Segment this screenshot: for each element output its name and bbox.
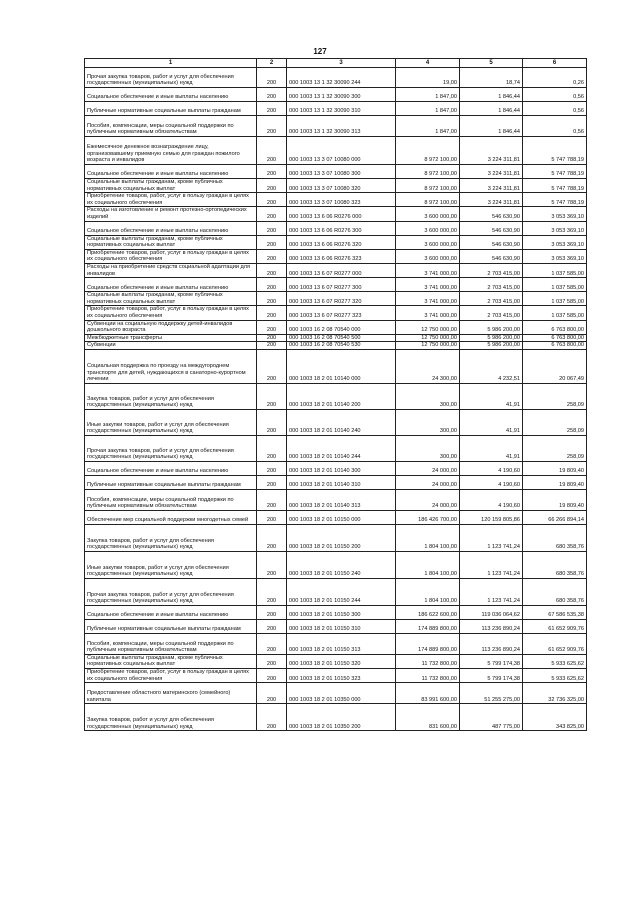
row-approved-amount: 8 972 100,00 [396, 193, 460, 207]
row-approved-amount: 186 426 700,00 [396, 510, 460, 524]
row-executed-amount: 487 775,00 [460, 704, 523, 731]
row-approved-amount: 300,00 [396, 409, 460, 435]
row-remainder-amount: 5 747 788,19 [523, 165, 587, 179]
row-target-code: 000 1003 18 2 01 10150 200 [287, 524, 396, 551]
row-executed-amount: 5 986 200,00 [460, 320, 523, 334]
row-target-code: 000 1003 13 1 32 30090 313 [287, 116, 396, 137]
row-name: Социальные выплаты гражданам, кроме публичных нормативных социальных выплат [85, 179, 257, 193]
row-code: 200 [257, 489, 287, 510]
row-name: Ежемесячное денежное вознаграждение лицу, организовавшему приемную семью для граждан пожилого возраста и инвалидов [85, 137, 257, 165]
row-code: 200 [257, 383, 287, 409]
row-approved-amount: 83 991 600,00 [396, 683, 460, 704]
row-executed-amount: 119 036 064,62 [460, 605, 523, 619]
table-row [85, 292, 587, 306]
row-name: Социальное обеспечение и иные выплаты населению [85, 88, 257, 102]
page-number: 127 [313, 47, 327, 56]
row-name: Закупка товаров, работ и услуг для обеспечения государственных (муниципальных) нужд [85, 524, 257, 551]
row-approved-amount: 19,00 [396, 68, 460, 88]
row-target-code: 000 1003 18 2 01 10150 320 [287, 654, 396, 668]
row-name: Иные закупки товаров, работ и услуг для обеспечения государственных (муниципальных) нужд [85, 409, 257, 435]
row-executed-amount: 1 123 741,24 [460, 524, 523, 551]
row-target-code: 000 1003 18 2 01 10140 300 [287, 461, 396, 475]
row-remainder-amount: 680 358,76 [523, 551, 587, 578]
row-target-code: 000 1003 18 2 01 10140 000 [287, 349, 396, 383]
row-executed-amount: 113 236 890,24 [460, 633, 523, 654]
row-approved-amount: 8 972 100,00 [396, 165, 460, 179]
row-name: Социальные выплаты гражданам, кроме публичных нормативных социальных выплат [85, 235, 257, 249]
row-executed-amount: 2 703 415,00 [460, 278, 523, 292]
row-executed-amount: 2 703 415,00 [460, 292, 523, 306]
column-header: 1 [85, 59, 257, 68]
row-executed-amount: 5 986 200,00 [460, 342, 523, 350]
row-target-code: 000 1003 18 2 01 10150 300 [287, 605, 396, 619]
row-approved-amount: 174 889 800,00 [396, 619, 460, 633]
row-name: Публичные нормативные социальные выплаты гражданам [85, 619, 257, 633]
row-target-code: 000 1003 18 2 01 10150 244 [287, 578, 396, 605]
row-remainder-amount: 20 067,49 [523, 349, 587, 383]
row-executed-amount: 5 799 174,38 [460, 654, 523, 668]
table-row [85, 633, 587, 654]
row-executed-amount: 1 846,44 [460, 102, 523, 116]
row-name: Социальные выплаты гражданам, кроме публичных нормативных социальных выплат [85, 654, 257, 668]
row-remainder-amount: 1 037 585,00 [523, 278, 587, 292]
row-target-code: 000 1003 18 2 01 10150 313 [287, 633, 396, 654]
column-header: 4 [396, 59, 460, 68]
row-approved-amount: 24 000,00 [396, 475, 460, 489]
table-row [85, 669, 587, 683]
row-remainder-amount: 5 747 788,19 [523, 137, 587, 165]
row-approved-amount: 300,00 [396, 383, 460, 409]
row-approved-amount: 8 972 100,00 [396, 179, 460, 193]
row-approved-amount: 3 600 000,00 [396, 207, 460, 221]
row-approved-amount: 3 600 000,00 [396, 249, 460, 263]
row-target-code: 000 1003 18 2 01 10150 323 [287, 669, 396, 683]
row-remainder-amount: 61 652 909,76 [523, 619, 587, 633]
column-number-row [85, 59, 587, 68]
row-name: Социальное обеспечение и иные выплаты населению [85, 605, 257, 619]
table-row [85, 435, 587, 461]
table-row [85, 349, 587, 383]
table-row [85, 654, 587, 668]
row-name: Публичные нормативные социальные выплаты гражданам [85, 102, 257, 116]
row-code: 200 [257, 102, 287, 116]
row-executed-amount: 3 224 311,81 [460, 179, 523, 193]
row-remainder-amount: 343 825,00 [523, 704, 587, 731]
row-target-code: 000 1003 13 6 06 R0276 300 [287, 221, 396, 235]
row-executed-amount: 2 703 415,00 [460, 263, 523, 277]
table-row [85, 342, 587, 350]
row-executed-amount: 113 236 890,24 [460, 619, 523, 633]
row-target-code: 000 1003 18 2 01 10150 000 [287, 510, 396, 524]
row-approved-amount: 1 847,00 [396, 102, 460, 116]
row-code: 200 [257, 165, 287, 179]
row-name: Социальные выплаты гражданам, кроме публичных нормативных социальных выплат [85, 292, 257, 306]
row-name: Социальное обеспечение и иные выплаты населению [85, 165, 257, 179]
row-executed-amount: 41,91 [460, 435, 523, 461]
row-approved-amount: 174 889 800,00 [396, 633, 460, 654]
row-target-code: 000 1003 13 1 32 30090 300 [287, 88, 396, 102]
row-name: Пособия, компенсации, меры социальной поддержки по публичным нормативным обязательствам [85, 633, 257, 654]
row-name: Публичные нормативные социальные выплаты гражданам [85, 475, 257, 489]
row-name: Расходы на изготовление и ремонт протезно-ортопедических изделий [85, 207, 257, 221]
row-executed-amount: 3 224 311,81 [460, 137, 523, 165]
row-remainder-amount: 6 763 800,00 [523, 320, 587, 334]
row-code: 200 [257, 263, 287, 277]
row-approved-amount: 3 741 000,00 [396, 292, 460, 306]
row-executed-amount: 41,91 [460, 383, 523, 409]
row-target-code: 000 1003 18 2 01 10140 200 [287, 383, 396, 409]
row-code: 200 [257, 409, 287, 435]
row-code: 200 [257, 349, 287, 383]
row-remainder-amount: 3 053 369,10 [523, 235, 587, 249]
table-row [85, 409, 587, 435]
row-target-code: 000 1003 18 2 01 10140 313 [287, 489, 396, 510]
row-approved-amount: 12 750 000,00 [396, 320, 460, 334]
row-remainder-amount: 5 747 788,19 [523, 193, 587, 207]
row-remainder-amount: 5 747 788,19 [523, 179, 587, 193]
row-target-code: 000 1003 13 6 07 R0277 000 [287, 263, 396, 277]
row-name: Иные закупки товаров, работ и услуг для обеспечения государственных (муниципальных) нужд [85, 551, 257, 578]
table-body [85, 68, 587, 731]
row-target-code: 000 1003 13 6 06 R0276 000 [287, 207, 396, 221]
table-row [85, 306, 587, 320]
row-target-code: 000 1003 13 6 06 R0276 320 [287, 235, 396, 249]
row-approved-amount: 8 972 100,00 [396, 137, 460, 165]
table-row [85, 334, 587, 342]
table-row [85, 207, 587, 221]
row-remainder-amount: 3 053 369,10 [523, 249, 587, 263]
row-approved-amount: 12 750 000,00 [396, 342, 460, 350]
row-code: 200 [257, 137, 287, 165]
row-remainder-amount: 258,09 [523, 383, 587, 409]
row-code: 200 [257, 334, 287, 342]
table-row [85, 578, 587, 605]
row-name: Закупка товаров, работ и услуг для обеспечения государственных (муниципальных) нужд [85, 383, 257, 409]
row-executed-amount: 1 846,44 [460, 116, 523, 137]
row-remainder-amount: 258,09 [523, 409, 587, 435]
table-row [85, 235, 587, 249]
row-remainder-amount: 680 358,76 [523, 524, 587, 551]
row-target-code: 000 1003 13 1 32 30090 310 [287, 102, 396, 116]
row-executed-amount: 5 986 200,00 [460, 334, 523, 342]
row-name: Социальное обеспечение и иные выплаты населению [85, 461, 257, 475]
row-code: 200 [257, 605, 287, 619]
row-name: Закупка товаров, работ и услуг для обеспечения государственных (муниципальных) нужд [85, 704, 257, 731]
row-target-code: 000 1003 13 1 32 30090 244 [287, 68, 396, 88]
row-remainder-amount: 67 586 535,38 [523, 605, 587, 619]
row-approved-amount: 24 000,00 [396, 461, 460, 475]
row-target-code: 000 1003 18 2 01 10140 244 [287, 435, 396, 461]
row-name: Субвенции на социальную поддержку детей-инвалидов дошкольного возраста [85, 320, 257, 334]
row-remainder-amount: 0,56 [523, 116, 587, 137]
row-code: 200 [257, 306, 287, 320]
row-code: 200 [257, 551, 287, 578]
row-approved-amount: 3 741 000,00 [396, 306, 460, 320]
row-remainder-amount: 1 037 585,00 [523, 306, 587, 320]
row-target-code: 000 1003 18 2 01 10140 240 [287, 409, 396, 435]
table-row [85, 683, 587, 704]
row-target-code: 000 1003 18 2 01 10140 310 [287, 475, 396, 489]
row-remainder-amount: 3 053 369,10 [523, 221, 587, 235]
row-name: Социальное обеспечение и иные выплаты населению [85, 278, 257, 292]
row-name: Субвенции [85, 342, 257, 350]
row-approved-amount: 24 000,00 [396, 489, 460, 510]
row-code: 200 [257, 221, 287, 235]
row-executed-amount: 4 190,60 [460, 475, 523, 489]
row-approved-amount: 1 847,00 [396, 116, 460, 137]
row-remainder-amount: 32 736 325,00 [523, 683, 587, 704]
table-row [85, 489, 587, 510]
row-remainder-amount: 5 933 625,62 [523, 669, 587, 683]
table-row [85, 320, 587, 334]
row-name: Приобретение товаров, работ, услуг в пользу граждан в целях их социального обеспечения [85, 249, 257, 263]
row-code: 200 [257, 342, 287, 350]
row-target-code: 000 1003 16 2 08 70540 500 [287, 334, 396, 342]
column-header: 2 [257, 59, 287, 68]
row-name: Прочая закупка товаров, работ и услуг для обеспечения государственных (муниципальных) нужд [85, 435, 257, 461]
row-remainder-amount: 3 053 369,10 [523, 207, 587, 221]
row-remainder-amount: 1 037 585,00 [523, 263, 587, 277]
budget-execution-table [84, 58, 587, 731]
row-code: 200 [257, 116, 287, 137]
row-code: 200 [257, 578, 287, 605]
row-executed-amount: 5 799 174,38 [460, 669, 523, 683]
row-code: 200 [257, 278, 287, 292]
row-code: 200 [257, 683, 287, 704]
row-code: 200 [257, 619, 287, 633]
row-remainder-amount: 6 763 800,00 [523, 334, 587, 342]
row-code: 200 [257, 475, 287, 489]
row-approved-amount: 831 600,00 [396, 704, 460, 731]
row-target-code: 000 1003 18 2 01 10350 200 [287, 704, 396, 731]
row-remainder-amount: 19 809,40 [523, 475, 587, 489]
row-approved-amount: 3 741 000,00 [396, 263, 460, 277]
row-approved-amount: 3 600 000,00 [396, 235, 460, 249]
row-approved-amount: 11 732 800,00 [396, 654, 460, 668]
row-code: 200 [257, 88, 287, 102]
row-code: 200 [257, 704, 287, 731]
row-name: Предоставление областного материнского (семейного) капитала [85, 683, 257, 704]
row-executed-amount: 1 123 741,24 [460, 578, 523, 605]
row-code: 200 [257, 249, 287, 263]
row-name: Приобретение товаров, работ, услуг в пользу граждан в целях их социального обеспечения [85, 193, 257, 207]
row-code: 200 [257, 510, 287, 524]
table-row [85, 68, 587, 88]
table-row [85, 116, 587, 137]
row-code: 200 [257, 292, 287, 306]
row-remainder-amount: 0,26 [523, 68, 587, 88]
row-executed-amount: 3 224 311,81 [460, 165, 523, 179]
row-executed-amount: 1 123 741,24 [460, 551, 523, 578]
row-executed-amount: 546 630,90 [460, 221, 523, 235]
row-remainder-amount: 680 358,76 [523, 578, 587, 605]
row-code: 200 [257, 524, 287, 551]
row-target-code: 000 1003 13 6 07 R0277 320 [287, 292, 396, 306]
row-code: 200 [257, 320, 287, 334]
row-executed-amount: 3 224 311,81 [460, 193, 523, 207]
row-name: Пособия, компенсации, меры социальной поддержки по публичным нормативным обязательствам [85, 116, 257, 137]
row-executed-amount: 18,74 [460, 68, 523, 88]
row-code: 200 [257, 669, 287, 683]
row-remainder-amount: 258,09 [523, 435, 587, 461]
row-code: 200 [257, 654, 287, 668]
column-header: 3 [287, 59, 396, 68]
table-row [85, 510, 587, 524]
row-target-code: 000 1003 18 2 01 10150 310 [287, 619, 396, 633]
row-remainder-amount: 19 809,40 [523, 489, 587, 510]
row-target-code: 000 1003 16 2 08 70540 000 [287, 320, 396, 334]
table-row [85, 551, 587, 578]
table-row [85, 475, 587, 489]
row-code: 200 [257, 461, 287, 475]
table-row [85, 278, 587, 292]
column-header: 5 [460, 59, 523, 68]
row-name: Расходы на приобретение средств социальной адаптации для инвалидов [85, 263, 257, 277]
table-row [85, 221, 587, 235]
table-row [85, 137, 587, 165]
table-row [85, 249, 587, 263]
row-approved-amount: 1 804 100,00 [396, 578, 460, 605]
row-executed-amount: 120 159 805,86 [460, 510, 523, 524]
row-target-code: 000 1003 13 3 07 10080 323 [287, 193, 396, 207]
table-row [85, 165, 587, 179]
row-target-code: 000 1003 18 2 01 10150 240 [287, 551, 396, 578]
column-header: 6 [523, 59, 587, 68]
row-executed-amount: 546 630,90 [460, 235, 523, 249]
row-remainder-amount: 0,56 [523, 88, 587, 102]
row-remainder-amount: 61 652 909,76 [523, 633, 587, 654]
row-name: Социальное обеспечение и иные выплаты населению [85, 221, 257, 235]
row-executed-amount: 546 630,90 [460, 249, 523, 263]
row-name: Социальная поддержка по проезду на междугороднем транспорте для детей, нуждающихся в санаторно-курортном лечении [85, 349, 257, 383]
row-approved-amount: 12 750 000,00 [396, 334, 460, 342]
row-executed-amount: 4 232,51 [460, 349, 523, 383]
row-approved-amount: 1 804 100,00 [396, 551, 460, 578]
table-row [85, 263, 587, 277]
row-target-code: 000 1003 13 6 06 R0276 323 [287, 249, 396, 263]
row-approved-amount: 1 847,00 [396, 88, 460, 102]
row-remainder-amount: 1 037 585,00 [523, 292, 587, 306]
table-row [85, 704, 587, 731]
table-row [85, 179, 587, 193]
table-row [85, 102, 587, 116]
row-approved-amount: 24 300,00 [396, 349, 460, 383]
row-remainder-amount: 66 266 894,14 [523, 510, 587, 524]
row-code: 200 [257, 435, 287, 461]
table-row [85, 605, 587, 619]
row-name: Пособия, компенсации, меры социальной поддержки по публичным нормативным обязательствам [85, 489, 257, 510]
row-name: Обеспечение мер социальной поддержки многодетных семей [85, 510, 257, 524]
row-name: Прочая закупка товаров, работ и услуг для обеспечения государственных (муниципальных) нужд [85, 68, 257, 88]
row-code: 200 [257, 235, 287, 249]
row-executed-amount: 4 190,60 [460, 489, 523, 510]
row-approved-amount: 3 741 000,00 [396, 278, 460, 292]
row-remainder-amount: 0,56 [523, 102, 587, 116]
table-header [85, 59, 587, 68]
row-executed-amount: 1 846,44 [460, 88, 523, 102]
row-code: 200 [257, 179, 287, 193]
table-row [85, 193, 587, 207]
table-row [85, 524, 587, 551]
row-remainder-amount: 6 763 800,00 [523, 342, 587, 350]
row-executed-amount: 51 255 275,00 [460, 683, 523, 704]
table-row [85, 619, 587, 633]
row-target-code: 000 1003 18 2 01 10350 000 [287, 683, 396, 704]
table-row [85, 383, 587, 409]
row-code: 200 [257, 68, 287, 88]
row-approved-amount: 300,00 [396, 435, 460, 461]
row-executed-amount: 2 703 415,00 [460, 306, 523, 320]
row-target-code: 000 1003 13 6 07 R0277 300 [287, 278, 396, 292]
row-target-code: 000 1003 16 2 08 70540 530 [287, 342, 396, 350]
row-approved-amount: 1 804 100,00 [396, 524, 460, 551]
row-name: Приобретение товаров, работ, услуг в пользу граждан в целях их социального обеспечения [85, 306, 257, 320]
row-target-code: 000 1003 13 3 07 10080 000 [287, 137, 396, 165]
row-code: 200 [257, 207, 287, 221]
row-approved-amount: 11 732 800,00 [396, 669, 460, 683]
row-code: 200 [257, 193, 287, 207]
row-target-code: 000 1003 13 3 07 10080 320 [287, 179, 396, 193]
row-remainder-amount: 19 809,40 [523, 461, 587, 475]
row-code: 200 [257, 633, 287, 654]
row-remainder-amount: 5 933 625,62 [523, 654, 587, 668]
row-executed-amount: 41,91 [460, 409, 523, 435]
row-target-code: 000 1003 13 6 07 R0277 323 [287, 306, 396, 320]
table-row [85, 461, 587, 475]
row-executed-amount: 4 190,60 [460, 461, 523, 475]
row-name: Межбюджетные трансферты [85, 334, 257, 342]
row-name: Прочая закупка товаров, работ и услуг для обеспечения государственных (муниципальных) нужд [85, 578, 257, 605]
row-name: Приобретение товаров, работ, услуг в пользу граждан в целях их социального обеспечения [85, 669, 257, 683]
row-approved-amount: 186 622 600,00 [396, 605, 460, 619]
table-row [85, 88, 587, 102]
row-executed-amount: 546 630,90 [460, 207, 523, 221]
row-target-code: 000 1003 13 3 07 10080 300 [287, 165, 396, 179]
row-approved-amount: 3 600 000,00 [396, 221, 460, 235]
